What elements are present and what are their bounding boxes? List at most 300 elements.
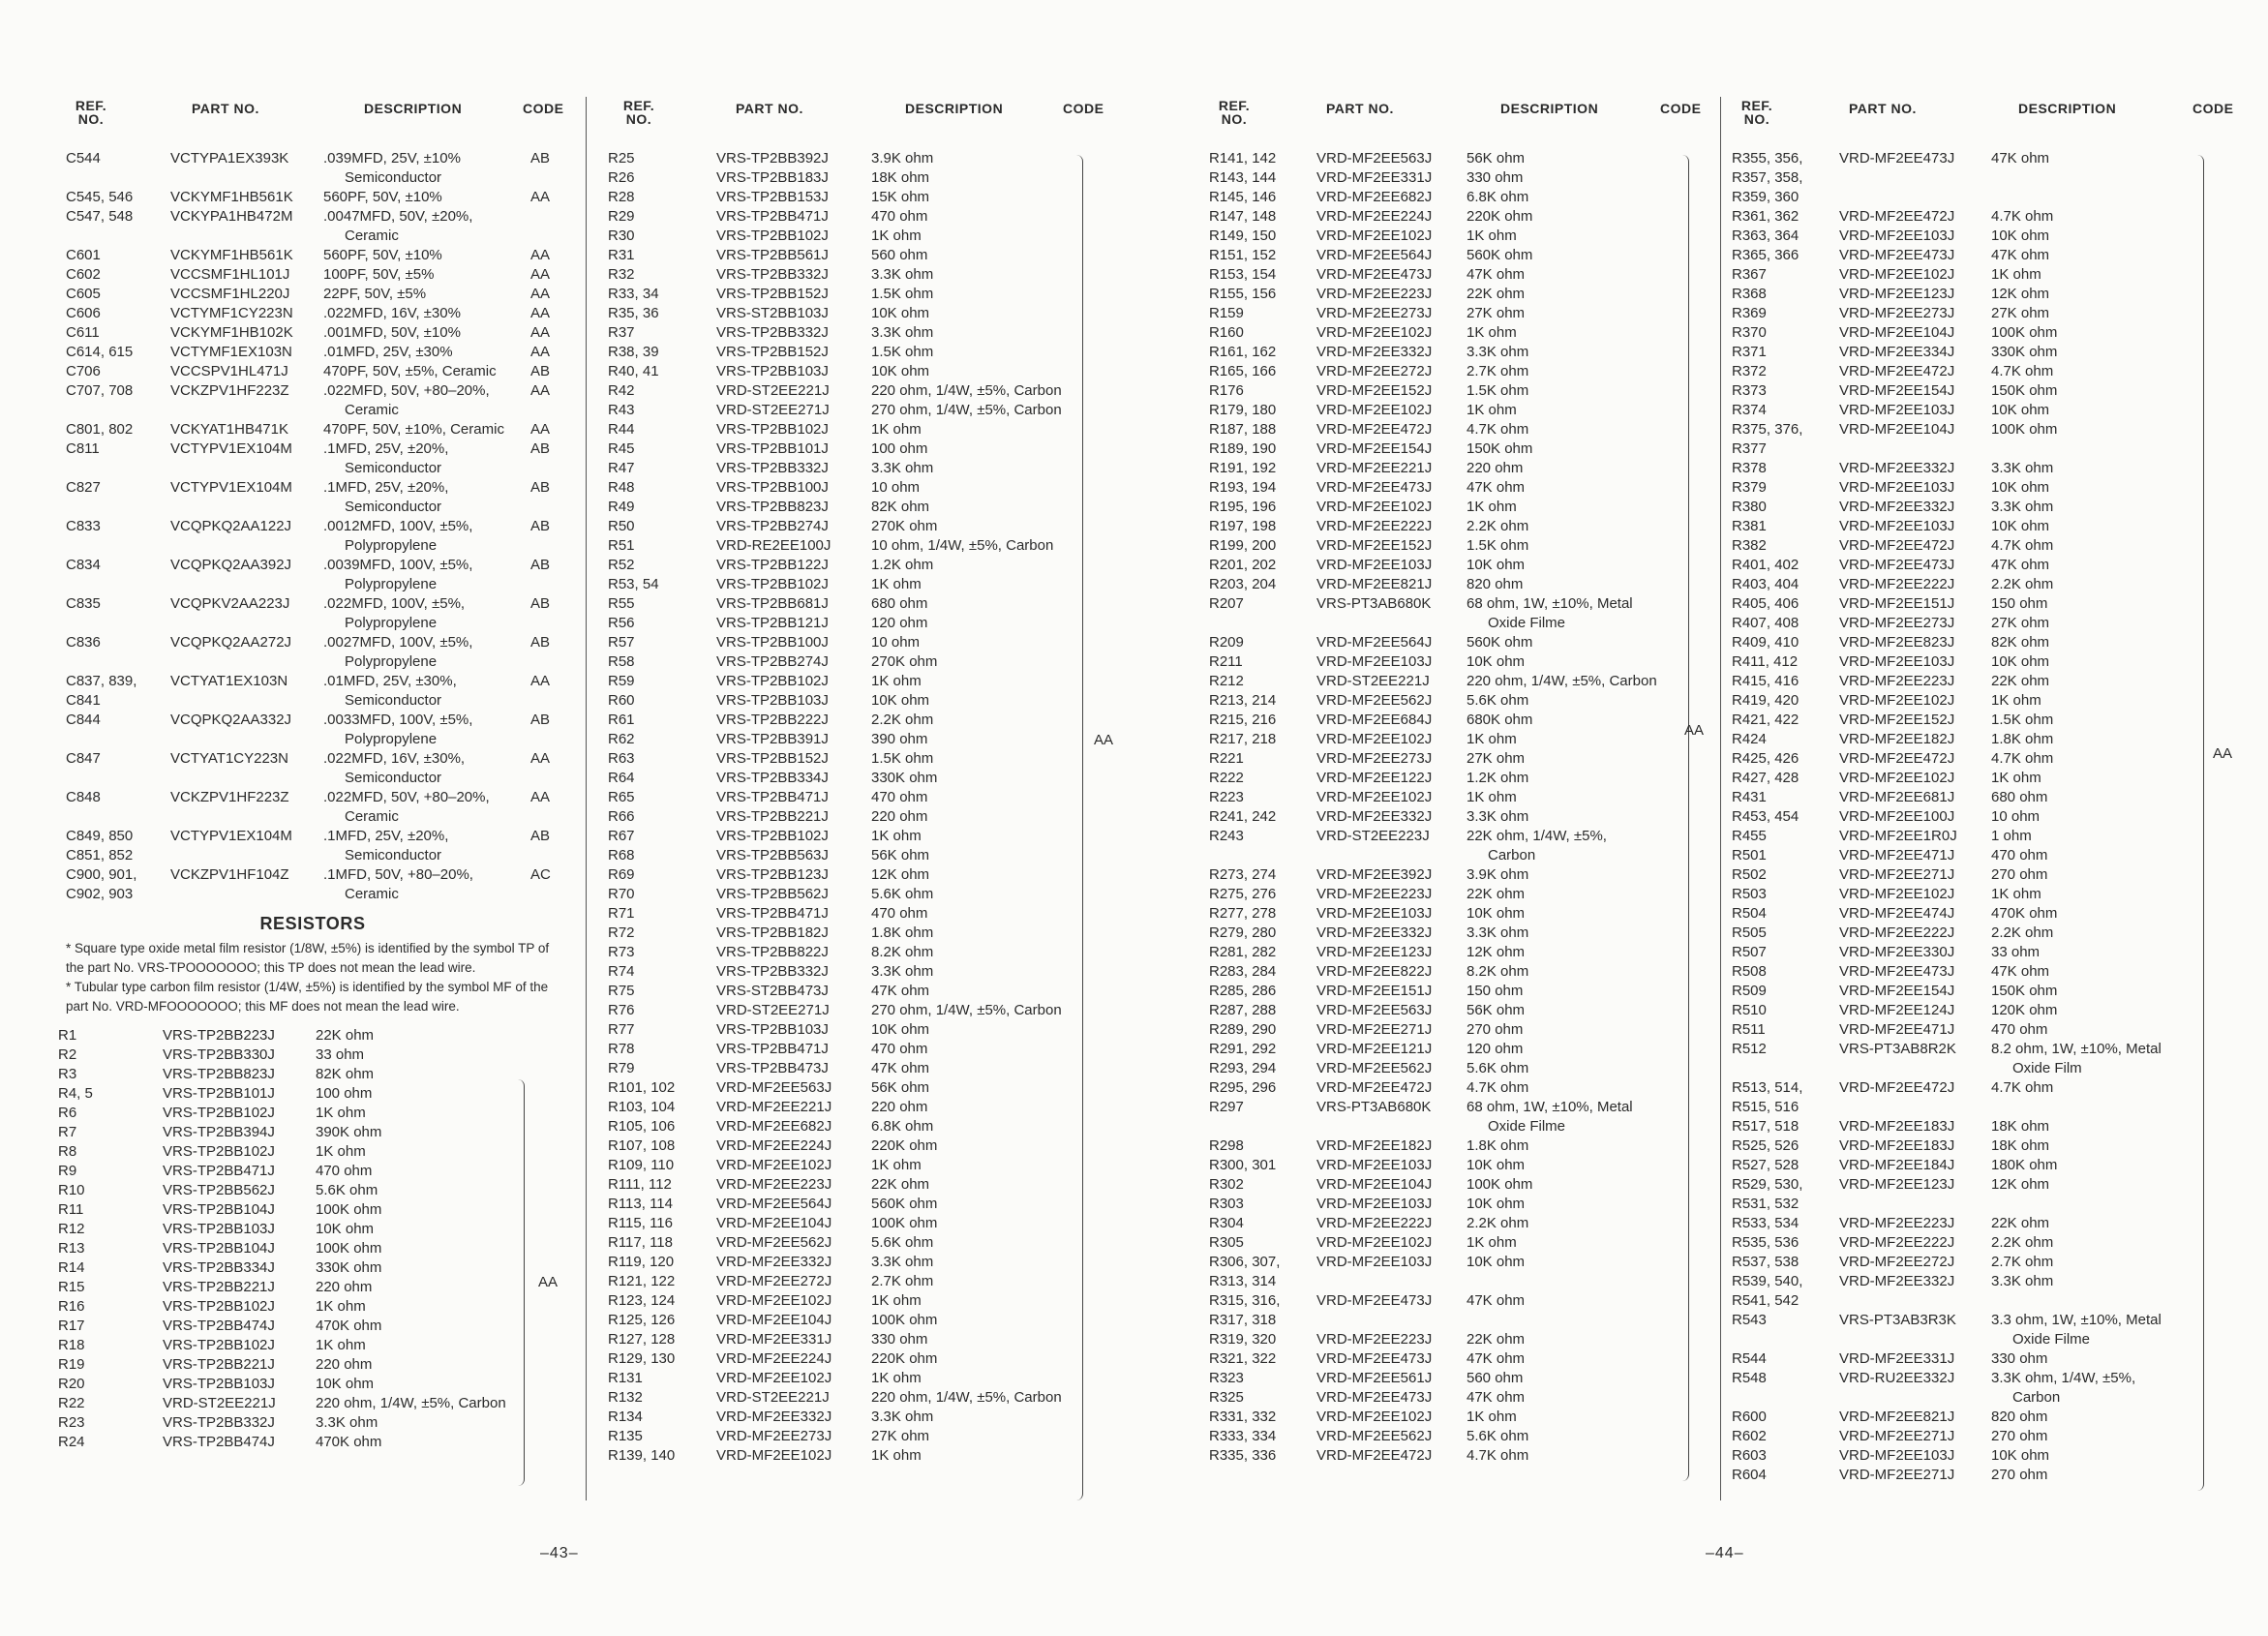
part-no-cell: VCQPKQ2AA332J <box>170 712 292 728</box>
ref-no-cell: C602 <box>66 266 101 283</box>
description-cell: 1.2K ohm <box>1467 770 1529 786</box>
part-no-cell: VRD-MF2EE102J <box>1316 1234 1433 1251</box>
ref-no-cell: R421, 422 <box>1732 712 1799 728</box>
ref-no-cell: R18 <box>58 1337 85 1353</box>
part-no-cell: VRS-TP2BB471J <box>716 905 829 922</box>
description-cell: 10K ohm <box>1467 557 1526 573</box>
table-row <box>600 924 1113 943</box>
table-row <box>56 439 569 459</box>
table-row <box>56 594 569 614</box>
ref-no-header: REF. NO. <box>75 98 107 127</box>
description-cell: 5.6K ohm <box>1467 1428 1529 1444</box>
description-cell: .022MFD, 16V, ±30% <box>323 305 461 321</box>
description-cell: 82K ohm <box>316 1066 375 1082</box>
ref-no-cell: R161, 162 <box>1209 344 1277 360</box>
table-row <box>1205 924 1718 943</box>
part-no-cell: VRD-MF2EE332J <box>1316 808 1433 825</box>
ref-no-cell: R374 <box>1732 402 1767 418</box>
table-row <box>1728 1098 2241 1117</box>
ref-no-cell: R33, 34 <box>608 286 659 302</box>
description-cell: 3.3K ohm <box>1467 924 1529 941</box>
table-row <box>56 885 569 904</box>
table-row <box>600 1311 1113 1330</box>
ref-no-cell: R107, 108 <box>608 1137 676 1154</box>
ref-no-cell: R335, 336 <box>1209 1447 1277 1464</box>
table-row <box>600 1233 1113 1253</box>
part-no-cell: VRD-MF2EE222J <box>1839 576 1955 592</box>
ref-no-cell: R20 <box>58 1376 85 1392</box>
description-cell: 100K ohm <box>316 1201 382 1218</box>
description-cell: 1K ohm <box>871 1157 922 1173</box>
ref-no-cell: R55 <box>608 595 635 612</box>
part-no-cell: VRD-MF2EE154J <box>1839 983 1955 999</box>
table-row <box>600 498 1113 517</box>
part-no-cell: VCTYPA1EX393K <box>170 150 289 167</box>
ref-no-cell: R403, 404 <box>1732 576 1799 592</box>
description-cell: .001MFD, 50V, ±10% <box>323 324 461 341</box>
description-cell: 27K ohm <box>1467 305 1526 321</box>
description-cell: 1 ohm <box>1991 828 2032 844</box>
ref-no-cell: R57 <box>608 634 635 651</box>
part-no-cell: VRD-MF2EE334J <box>1839 344 1955 360</box>
ref-no-cell: R25 <box>608 150 635 167</box>
ref-no-cell: R293, 294 <box>1209 1060 1277 1076</box>
ref-no-cell: R331, 332 <box>1209 1409 1277 1425</box>
description-cell: 1K ohm <box>316 1298 366 1315</box>
part-no-cell: VRS-TP2BB221J <box>163 1356 275 1373</box>
table-row <box>1205 1408 1718 1427</box>
table-row <box>600 1078 1113 1098</box>
table-row <box>56 1239 569 1258</box>
description-cell: 100K ohm <box>1467 1176 1533 1193</box>
table-row <box>600 362 1113 381</box>
table-row <box>1728 1311 2241 1330</box>
code-mark: AA <box>1094 732 1114 748</box>
description-cell: 22K ohm <box>1991 1215 2050 1231</box>
ref-no-cell: R179, 180 <box>1209 402 1277 418</box>
table-row <box>1728 343 2241 362</box>
description-cell: 3.3K ohm <box>871 324 934 341</box>
ref-no-cell: R304 <box>1209 1215 1244 1231</box>
ref-no-cell: R11 <box>58 1201 84 1218</box>
description-cell: 10K ohm <box>1467 1196 1526 1212</box>
part-no-cell: VCKYAT1HB471K <box>170 421 288 438</box>
description-cell: 1.5K ohm <box>1991 712 2054 728</box>
ref-no-cell: C851, 852 <box>66 847 134 863</box>
note-tubular-type: * Tubular type carbon film resistor (1/4W, ±5%) is identified by the symbol MF of the part No. VRD-MFOOOOOOO; this MF does not mean the lead wire. <box>66 980 549 1014</box>
table-row <box>600 1098 1113 1117</box>
description-cell: 10K ohm <box>871 305 930 321</box>
ref-no-cell: R325 <box>1209 1389 1244 1406</box>
table-row <box>1728 168 2241 188</box>
ref-no-cell: R503 <box>1732 886 1767 902</box>
table-row <box>1728 246 2241 265</box>
part-no-cell: VRD-MF2EE272J <box>1316 363 1433 379</box>
part-no-cell: VRD-MF2EE332J <box>716 1409 832 1425</box>
ref-no-cell: R65 <box>608 789 635 805</box>
table-row <box>600 1195 1113 1214</box>
ref-no-cell: R273, 274 <box>1209 866 1277 883</box>
part-no-cell: VRD-RE2EE100J <box>716 537 832 554</box>
ref-no-cell: R111, 112 <box>608 1176 672 1193</box>
ref-no-cell: C837, 839, <box>66 673 137 689</box>
part-no-cell: VCTYAT1CY223N <box>170 750 288 767</box>
table-row <box>1205 498 1718 517</box>
ref-no-cell: R315, 316, <box>1209 1292 1281 1309</box>
part-no-cell: VRD-MF2EE102J <box>1316 402 1433 418</box>
part-no-header: PART NO. <box>1849 101 1917 116</box>
part-no-cell: VRS-TP2BB103J <box>716 1021 829 1038</box>
description-cell: 220 ohm, 1/4W, ±5%, Carbon <box>871 1389 1062 1406</box>
table-row <box>1205 1098 1718 1117</box>
table-row <box>56 1104 569 1123</box>
description-cell: 22K ohm <box>1991 673 2050 689</box>
part-no-cell: VRS-ST2BB473J <box>716 983 829 999</box>
description-cell: 10 ohm <box>871 634 921 651</box>
ref-no-cell: R60 <box>608 692 635 709</box>
part-no-cell: VRS-TP2BB103J <box>163 1221 275 1237</box>
ref-no-cell: R26 <box>608 169 635 186</box>
parts-column-2 <box>600 95 1113 1466</box>
ref-no-cell: R415, 416 <box>1732 673 1799 689</box>
part-no-cell: VRD-MF2EE273J <box>1839 305 1955 321</box>
description-cell: 100K ohm <box>871 1215 938 1231</box>
column-divider <box>1720 97 1721 1500</box>
table-row <box>56 362 569 381</box>
part-no-cell: VRD-MF2EE472J <box>1839 363 1955 379</box>
part-no-cell: VRD-MF2EE152J <box>1839 712 1955 728</box>
table-row <box>1205 1330 1718 1349</box>
ref-no-cell: R372 <box>1732 363 1767 379</box>
part-no-cell: VRS-TP2BB103J <box>716 363 829 379</box>
part-no-cell: VRD-ST2EE271J <box>716 402 830 418</box>
description-cell: 4.7K ohm <box>1991 363 2054 379</box>
ref-no-cell: R7 <box>58 1124 77 1140</box>
description-cell: 27K ohm <box>871 1428 930 1444</box>
description-cell: 220 ohm, 1/4W, ±5%, Carbon <box>871 382 1062 399</box>
part-no-cell: VRD-MF2EE472J <box>1839 537 1955 554</box>
part-no-cell: VRD-MF2EE332J <box>1316 924 1433 941</box>
table-row <box>1205 1175 1718 1195</box>
description-cell: 390K ohm <box>316 1124 382 1140</box>
ref-no-cell: R303 <box>1209 1196 1244 1212</box>
description-cell: 3.3K ohm <box>1991 1273 2054 1289</box>
part-no-cell: VRS-TP2BB102J <box>716 227 829 244</box>
ref-no-cell: R201, 202 <box>1209 557 1277 573</box>
ref-no-cell: R373 <box>1732 382 1767 399</box>
ref-no-cell: R59 <box>608 673 635 689</box>
ref-no-cell: R603 <box>1732 1447 1767 1464</box>
part-no-cell: VRD-MF2EE473J <box>1316 1389 1433 1406</box>
table-row <box>1728 865 2241 885</box>
part-no-cell: VRD-MF2EE682J <box>716 1118 832 1135</box>
part-no-cell: VRD-MF2EE102J <box>1316 731 1433 747</box>
part-no-cell: VRS-TP2BB563J <box>716 847 829 863</box>
table-row <box>600 1117 1113 1136</box>
part-no-cell: VRD-MF2EE473J <box>1316 1292 1433 1309</box>
table-row <box>1205 1020 1718 1040</box>
part-no-cell: VRD-MF2EE224J <box>716 1137 832 1154</box>
part-no-cell: VRD-MF2EE103J <box>1839 479 1955 496</box>
ref-no-cell: R121, 122 <box>608 1273 676 1289</box>
description-cell: .022MFD, 16V, ±30%, <box>323 750 466 767</box>
table-row <box>1728 381 2241 401</box>
resistors-title <box>56 914 569 939</box>
table-row <box>600 246 1113 265</box>
ref-no-cell: R291, 292 <box>1209 1041 1277 1057</box>
table-row <box>56 536 569 556</box>
ref-no-cell: R207 <box>1209 595 1244 612</box>
description-header: DESCRIPTION <box>1500 101 1599 116</box>
table-row <box>1205 1059 1718 1078</box>
ref-no-cell: R160 <box>1209 324 1244 341</box>
part-no-cell: VRD-MF2EE474J <box>1839 905 1955 922</box>
part-no-cell: VRS-TP2BB561J <box>716 247 829 263</box>
table-row <box>56 1200 569 1220</box>
part-no-cell: VCQPKV2AA223J <box>170 595 290 612</box>
table-row <box>600 633 1113 652</box>
table-row <box>1728 478 2241 498</box>
description-cell: 47K ohm <box>1467 1350 1526 1367</box>
description-cell: 1.8K ohm <box>1467 1137 1529 1154</box>
table-row <box>600 207 1113 227</box>
table-row <box>56 1413 569 1433</box>
ref-no-cell: R305 <box>1209 1234 1244 1251</box>
description-cell: .022MFD, 50V, +80–20%, <box>323 789 490 805</box>
table-row <box>56 1375 569 1394</box>
description-cell: 10K ohm <box>871 1021 930 1038</box>
part-no-cell: VRD-MF2EE472J <box>1316 421 1433 438</box>
table-row <box>1728 1233 2241 1253</box>
table-row <box>56 1394 569 1413</box>
description-cell: 56K ohm <box>1467 1002 1526 1018</box>
part-no-cell: VRD-MF2EE472J <box>1839 1079 1955 1096</box>
description-cell: 27K ohm <box>1991 615 2050 631</box>
ref-no-cell: C707, 708 <box>66 382 134 399</box>
part-no-cell: VRD-MF2EE330J <box>1839 944 1955 960</box>
part-no-cell: VRD-MF2EE564J <box>716 1196 832 1212</box>
ref-no-cell: R103, 104 <box>608 1099 676 1115</box>
description-cell: 270 ohm <box>1467 1021 1524 1038</box>
part-no-cell: VRS-ST2BB103J <box>716 305 829 321</box>
description-cell: 1K ohm <box>871 576 922 592</box>
part-no-cell: VRD-MF2EE103J <box>1316 1254 1433 1270</box>
ref-no-cell: R548 <box>1732 1370 1767 1386</box>
ref-no-cell: R61 <box>608 712 635 728</box>
code-cell: AB <box>530 712 551 728</box>
part-no-cell: VCQPKQ2AA122J <box>170 518 292 534</box>
description-cell: 2.2K ohm <box>871 712 934 728</box>
part-no-cell: VRD-MF2EE103J <box>1316 905 1433 922</box>
ref-no-cell: C545, 546 <box>66 189 134 205</box>
part-no-cell: VRD-MF2EE472J <box>1316 1079 1433 1096</box>
table-row <box>600 827 1113 846</box>
description-cell: 560 ohm <box>871 247 928 263</box>
description-cell: 4.7K ohm <box>1467 1079 1529 1096</box>
description-cell: 220 ohm <box>316 1279 373 1295</box>
table-row <box>600 459 1113 478</box>
table-row <box>1728 904 2241 924</box>
ref-no-cell: R217, 218 <box>1209 731 1277 747</box>
ref-no-cell: R515, 516 <box>1732 1099 1799 1115</box>
description-cell: 47K ohm <box>1467 266 1526 283</box>
table-row <box>600 227 1113 246</box>
ref-no-cell: R113, 114 <box>608 1196 673 1212</box>
description-cell: Ceramic <box>345 808 399 825</box>
ref-no-cell: C547, 548 <box>66 208 134 225</box>
description-cell: 47K ohm <box>871 983 930 999</box>
description-cell: 560K ohm <box>1467 247 1533 263</box>
part-no-cell: VRS-TP2BB102J <box>716 828 829 844</box>
table-row <box>1205 1040 1718 1059</box>
part-no-cell: VCKYMF1HB561K <box>170 189 293 205</box>
table-row <box>1205 439 1718 459</box>
part-no-cell: VCKZPV1HF223Z <box>170 789 289 805</box>
part-no-cell: VRS-TP2BB102J <box>716 576 829 592</box>
part-no-cell: VRD-MF2EE123J <box>1316 944 1433 960</box>
table-row <box>1728 982 2241 1001</box>
description-cell: 3.3K ohm <box>1991 499 2054 515</box>
table-row <box>56 227 569 246</box>
ref-no-cell: C848 <box>66 789 101 805</box>
table-row <box>1205 614 1718 633</box>
description-cell: 10K ohm <box>1991 1447 2050 1464</box>
ref-no-cell: C801, 802 <box>66 421 134 438</box>
description-cell: 22K ohm <box>316 1027 375 1044</box>
ref-no-cell: R537, 538 <box>1732 1254 1799 1270</box>
table-row <box>56 1355 569 1375</box>
table-row <box>600 304 1113 323</box>
table-row <box>1205 730 1718 749</box>
description-cell: 27K ohm <box>1991 305 2050 321</box>
description-cell: 2.2K ohm <box>1991 1234 2054 1251</box>
ref-no-cell: R409, 410 <box>1732 634 1799 651</box>
ref-no-cell: R193, 194 <box>1209 479 1277 496</box>
description-cell: 56K ohm <box>871 847 930 863</box>
column-header <box>600 95 1113 149</box>
table-row <box>1728 1330 2241 1349</box>
table-row <box>1728 885 2241 904</box>
table-row <box>1205 459 1718 478</box>
part-no-cell: VCKYMF1HB561K <box>170 247 293 263</box>
ref-no-cell: R76 <box>608 1002 635 1018</box>
description-cell: 330K ohm <box>316 1259 382 1276</box>
ref-no-cell: R289, 290 <box>1209 1021 1277 1038</box>
description-cell: 470PF, 50V, ±10%, Ceramic <box>323 421 504 438</box>
description-cell: 470K ohm <box>316 1318 382 1334</box>
part-no-cell: VRD-MF2EE473J <box>1316 1350 1433 1367</box>
table-row <box>600 614 1113 633</box>
part-no-cell: VRD-MF2EE472J <box>1316 1447 1433 1464</box>
table-row <box>1728 439 2241 459</box>
ref-no-cell: R38, 39 <box>608 344 659 360</box>
description-cell: 270K ohm <box>871 518 938 534</box>
description-cell: 47K ohm <box>871 1060 930 1076</box>
part-no-cell: VRD-MF2EE104J <box>716 1215 832 1231</box>
part-no-cell: VRS-PT3AB3R3K <box>1839 1312 1956 1328</box>
table-row <box>1728 1175 2241 1195</box>
description-cell: 180K ohm <box>1991 1157 2058 1173</box>
description-cell: 220K ohm <box>871 1350 938 1367</box>
description-cell: Carbon <box>1488 847 1536 863</box>
table-row <box>1205 1117 1718 1136</box>
ref-no-cell: R363, 364 <box>1732 227 1799 244</box>
part-no-cell: VRS-TP2BB152J <box>716 344 829 360</box>
ref-no-cell: R78 <box>608 1041 635 1057</box>
table-row <box>600 401 1113 420</box>
ref-no-cell: R355, 356, <box>1732 150 1803 167</box>
part-no-cell: VCCSMF1HL101J <box>170 266 290 283</box>
ref-no-cell: R502 <box>1732 866 1767 883</box>
description-cell: 270 ohm <box>1991 866 2048 883</box>
description-header: DESCRIPTION <box>2018 101 2117 116</box>
description-cell: 10K ohm <box>1991 653 2050 670</box>
table-row <box>1728 1156 2241 1175</box>
part-no-cell: VRS-TP2BB121J <box>716 615 829 631</box>
table-row <box>56 1317 569 1336</box>
table-row <box>600 962 1113 982</box>
table-row <box>1205 556 1718 575</box>
resistor-list <box>1205 149 1718 1466</box>
table-row <box>56 478 569 498</box>
ref-no-cell: R29 <box>608 208 635 225</box>
table-row <box>600 381 1113 401</box>
description-cell: Polypropylene <box>345 576 438 592</box>
table-row <box>1205 1311 1718 1330</box>
ref-no-cell: R125, 126 <box>608 1312 676 1328</box>
part-no-cell: VRD-MF2EE562J <box>1316 1060 1433 1076</box>
description-cell: 1K ohm <box>1467 1234 1517 1251</box>
ref-no-cell: R529, 530, <box>1732 1176 1803 1193</box>
ref-no-cell: R77 <box>608 1021 635 1038</box>
part-no-cell: VRS-TP2BB471J <box>716 208 829 225</box>
ref-no-cell: R371 <box>1732 344 1767 360</box>
table-row <box>1728 633 2241 652</box>
description-cell: Carbon <box>2012 1389 2061 1406</box>
table-row <box>56 1220 569 1239</box>
description-cell: 150K ohm <box>1467 440 1533 457</box>
description-cell: 68 ohm, 1W, ±10%, Metal <box>1467 595 1633 612</box>
table-row <box>600 1446 1113 1466</box>
table-row <box>600 517 1113 536</box>
code-cell: AA <box>530 421 551 438</box>
ref-no-cell: R132 <box>608 1389 643 1406</box>
table-row <box>1205 168 1718 188</box>
part-no-cell: VRD-MF2EE102J <box>716 1292 832 1309</box>
description-cell: 3.3K ohm <box>871 460 934 476</box>
part-no-cell: VRD-MF2EE682J <box>1316 189 1433 205</box>
part-no-cell: VRD-MF2EE271J <box>1839 866 1955 883</box>
description-cell: 27K ohm <box>1467 750 1526 767</box>
table-row <box>1728 1195 2241 1214</box>
table-row <box>1728 1020 2241 1040</box>
table-row <box>1728 1427 2241 1446</box>
code-cell: AB <box>530 518 551 534</box>
ref-no-cell: R13 <box>58 1240 85 1257</box>
table-row <box>56 865 569 885</box>
table-row <box>1728 962 2241 982</box>
ref-no-cell: R67 <box>608 828 635 844</box>
part-no-cell: VCTYPV1EX104M <box>170 828 292 844</box>
table-row <box>1728 362 2241 381</box>
ref-no-cell: C841 <box>66 692 101 709</box>
ref-no-cell: R517, 518 <box>1732 1118 1799 1135</box>
description-cell: Semiconductor <box>345 460 442 476</box>
ref-no-cell: R52 <box>608 557 635 573</box>
code-bracket <box>2197 155 2204 1491</box>
ref-no-cell: C611 <box>66 324 100 341</box>
table-row <box>1205 807 1718 827</box>
